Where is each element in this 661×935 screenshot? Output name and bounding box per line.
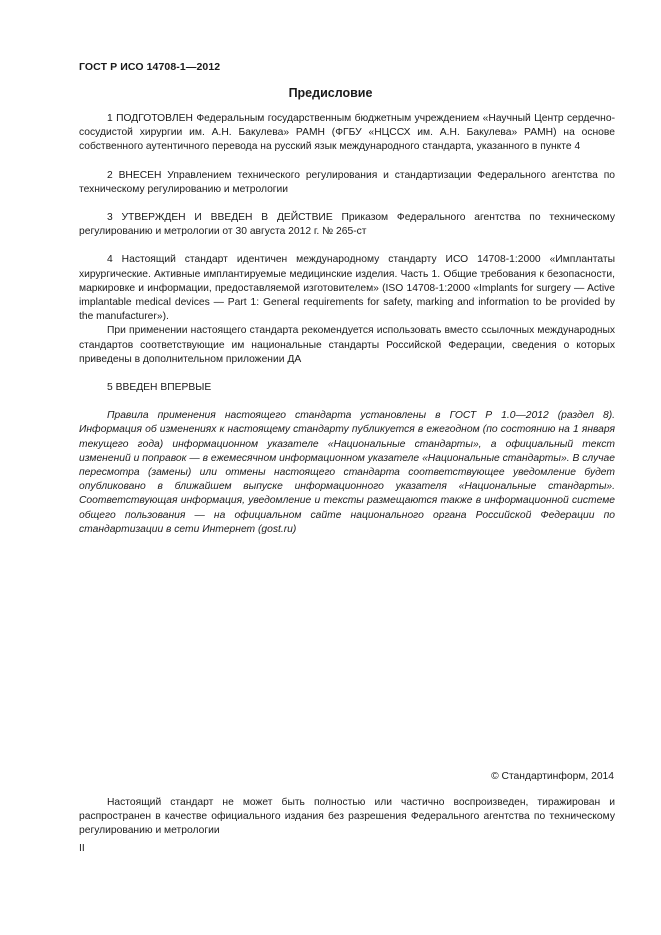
paragraph-application-rules: Правила применения настоящего стандарта установлены в ГОСТ Р 1.0—2012 (раздел 8). Информация об изменениях к настоящему стандарту публикуется в ежегодном (по состоянию на 1 января текущего года) информационном указателе «Национальные стандарты», а официальный текст изменений и поправок — в ежемесячном информационном указателе «Национальные стандарты». В случае пересмотра (замены) или отмены настоящего стандарта соответствующее уведомление будет опубликовано в ближайшем выпуске информационного указателя «Национальные стандарты». Соответствующая информация, уведомление и тексты размещаются также в информационной системе общего пользования — на официальном сайте национального органа Российской Федерации по стандартизации в сети Интернет (gost.ru) <box>79 410 615 535</box>
paragraph-identical: 4 Настоящий стандарт идентичен международному стандарту ИСО 14708-1:2000 «Имплантаты хирургические. Активные имплантируемые медицинские изделия. Часть 1. Общие требования к безопасности, маркировке и информации, предоставляемой изготовителем» (ISO 14708-1:2000 «Implants for surgery — Active implantable medical devices — Part 1: General requirements for safety, marking and information to be provided by the manufacturer»). <box>79 254 615 323</box>
page-number: II <box>79 843 85 854</box>
reproduction-notice: Настоящий стандарт не может быть полностью или частично воспроизведен, тиражирован и распространен в качестве официального издания без разрешения Федерального агентства по техническому регулированию и метрологии <box>79 797 615 837</box>
paragraph-approved: 3 УТВЕРЖДЕН И ВВЕДЕН В ДЕЙСТВИЕ Приказом Федерального агентства по техническому регулированию и метрологии от 30 августа 2012 г. № 265-ст <box>79 212 615 238</box>
foreword-body <box>79 112 615 537</box>
page-title: Предисловие <box>288 86 373 100</box>
paragraph-first-introduced: 5 ВВЕДЕН ВПЕРВЫЕ <box>107 382 212 394</box>
document-code: ГОСТ Р ИСО 14708-1—2012 <box>79 61 221 73</box>
paragraph-prepared: 1 ПОДГОТОВЛЕН Федеральным государственным бюджетным учреждением «Научный Центр сердечно-сосудистой хирургии им. А.Н. Бакулева» РАМН (ФГБУ «НЦССХ им. А.Н. Бакулева» РАМН) на основе собственного аутентичного перевода на русский язык международного стандарта, указанного в пункте 4 <box>79 113 615 153</box>
paragraph-introduced: 2 ВНЕСЕН Управлением технического регулирования и стандартизации Федерального агентства по техническому регулированию и метрологии <box>79 169 615 195</box>
copyright-line: © Стандартинформ, 2014 <box>491 771 614 782</box>
paragraph-references: При применении настоящего стандарта рекомендуется использовать вместо ссылочных международных стандартов соответствующие им национальные стандарты Российской Федерации, сведения о которых приведены в дополнительном приложении ДА <box>79 325 615 365</box>
